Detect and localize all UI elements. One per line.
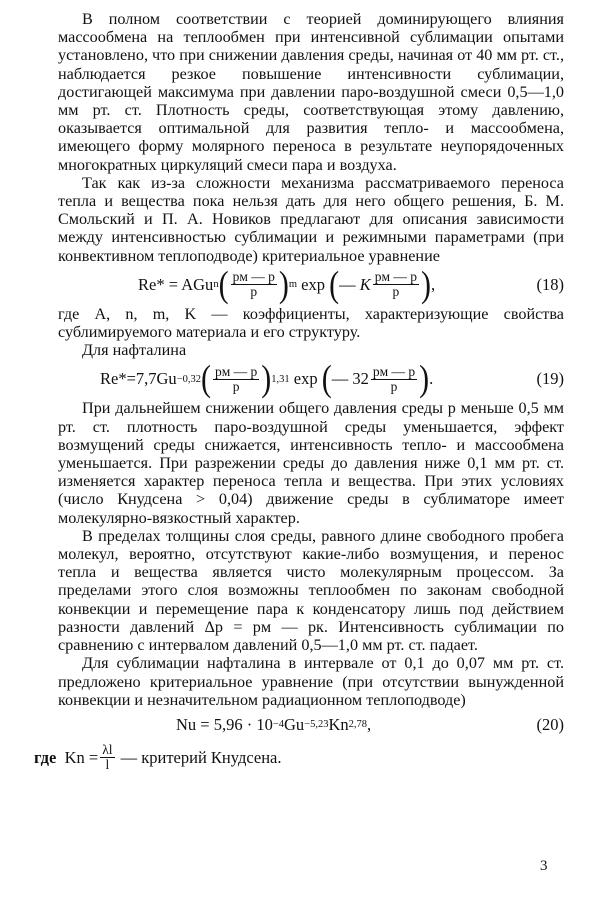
paragraph-4: Для нафталина: [82, 341, 187, 360]
eq20-power-2: −5,23: [304, 719, 329, 731]
eq18-fraction-2: [373, 270, 419, 299]
eq19-exp: exp: [293, 369, 318, 389]
eq19-label: (19): [536, 369, 564, 389]
eq19-power-2: 1,31: [271, 373, 290, 385]
eq20-power-1: −4: [272, 719, 285, 731]
kn-fraction: [100, 743, 114, 772]
eq18-paren2-close: ): [421, 263, 432, 305]
eq19-fraction-2: [371, 365, 417, 394]
eq18-frac2-den: p: [392, 284, 400, 300]
eq18-label: (18): [536, 274, 564, 294]
paragraph-7: Для сублимации нафталина в интервале от 0,1 до 0,07 мм рт. ст. предложено критериальное уравнение (при отсутствии вынужденной конвекции и незначительном радиационном теплоподводе): [58, 654, 564, 709]
page-content: [34, 10, 564, 775]
eq19-fraction-1: [213, 365, 259, 394]
eq18-frac1-num: pм — p: [232, 269, 275, 285]
eq18-paren-open: (: [218, 263, 229, 305]
eq18-power-n: n: [213, 279, 219, 291]
eq19-coef: 32: [352, 369, 369, 389]
eq20-kn: Kn: [328, 714, 349, 734]
eq20-lhs: Nu = 5,96 · 10: [176, 714, 273, 734]
eq19-frac2-num: pм — p: [372, 363, 416, 379]
eq18-frac2-num: pм — p: [374, 269, 418, 285]
eq19-power-1: −0,32: [176, 373, 201, 385]
eq18-frac1-den: p: [250, 284, 258, 300]
eq18-k: K: [359, 274, 371, 294]
kn-den: l: [105, 757, 110, 773]
eq19-frac1-den: p: [232, 378, 240, 394]
equation-19: Re*=7,7Gu −0,32 ( $\frac{pм — p}{p}$ ) 1,31 exp ( — 32 $\frac{pм — p}{p}$ ) . (19): [100, 358, 564, 400]
eq18-power-m: m: [288, 279, 298, 291]
eq18-paren-close: ): [278, 263, 289, 305]
eq20-gu: Gu: [284, 714, 305, 734]
kn-lhs: Kn =: [64, 747, 99, 767]
eq20-power-3: 2,78: [348, 719, 368, 731]
paragraph-5: При дальнейшем снижении общего давления среды p меньше 0,5 мм рт. ст. плотность паро-воздушной среды уменьшается, эффект возмущений среды снижается, интенсивность тепло- и массообмена уменьшается. При разрежении среды до давления ниже 0,1 мм рт. ст. изменяется характер переноса тепла и вещества. При этих условиях (число Кнудсена > 0,04) движение среды в сублиматоре имеет молекулярно-вязкостный характер.: [58, 399, 564, 527]
equation-18: Re* = AGu n ( $\frac{pм — p}{p}$ ) m exp ( — K $\frac{pм — p}{p}$ ) , (18): [138, 263, 564, 305]
eq19-period: .: [429, 369, 434, 389]
page-number: 3: [540, 858, 548, 874]
eq20-label: (20): [536, 714, 564, 734]
eq19-paren2-close: ): [419, 358, 430, 400]
knudsen-definition: [34, 741, 564, 775]
where-word: где: [34, 747, 57, 767]
eq18-exp: exp: [301, 274, 325, 294]
eq18-comma: ,: [431, 274, 436, 294]
eq18-paren2-open: (: [329, 263, 340, 305]
eq19-frac1-num: pм — p: [214, 363, 258, 379]
kn-num: λl: [102, 742, 113, 758]
paragraph-1: В полном соответствии с теорией доминирующего влияния массообмена на теплообмен при интенсивной сублимации опытами установлено, что при снижении давления среды, начиная от 40 мм рт. ст., наблюдается резкое повышение интенсивности сублимации, достигающей максимума при давлении паро-воздушной смеси 0,5—1,0 мм рт. ст. Плотность среды, соответствующая этому давлению, оказывается оптимальной для развития тепло- и массообмена, имеющего форму молярного переноса в результате неупорядоченных многократных циркуляций смеси пара и воздуха.: [58, 10, 564, 174]
eq18-lhs: Re* = AGu: [138, 274, 214, 294]
kn-text: — критерий Кнудсена.: [120, 747, 282, 767]
paragraph-3: где A, n, m, K — коэффициенты, характеризующие свойства сублимируемого материала и его структуру.: [58, 304, 564, 342]
eq20-comma: ,: [367, 714, 372, 734]
paragraph-6: В пределах толщины слоя среды, равного длине свободного пробега молекул, вероятно, отсутствуют какие-либо возмущения, и перенос тепла и вещества является чисто молекулярным процессом. За пределами этого слоя возможны теплообмен по законам свободной конвекции и перемещение пара к конденсатору лишь под действием разности давлений Δp = pм — pк. Интенсивность сублимации по сравнению с интервалом давлений 0,5—1,0 мм рт. ст. падает.: [58, 526, 564, 655]
paragraph-2: Так как из-за сложности механизма рассматриваемого переноса тепла и вещества пока нельзя дать для него общего решения, Б. М. Смольский и П. А. Новиков предлагают для описания зависимости между интенсивностью сублимации и режимными параметрами (при конвективном теплоподводе) критериальное уравнение: [58, 173, 564, 265]
eq19-lhs: Re*=7,7Gu: [100, 369, 177, 389]
eq19-paren-close: ): [261, 358, 272, 400]
eq19-paren-open: (: [200, 358, 211, 400]
eq19-paren2-open: (: [321, 358, 332, 400]
eq18-fraction-1: [231, 270, 277, 299]
eq19-frac2-den: p: [390, 378, 398, 394]
equation-20: [58, 709, 564, 741]
